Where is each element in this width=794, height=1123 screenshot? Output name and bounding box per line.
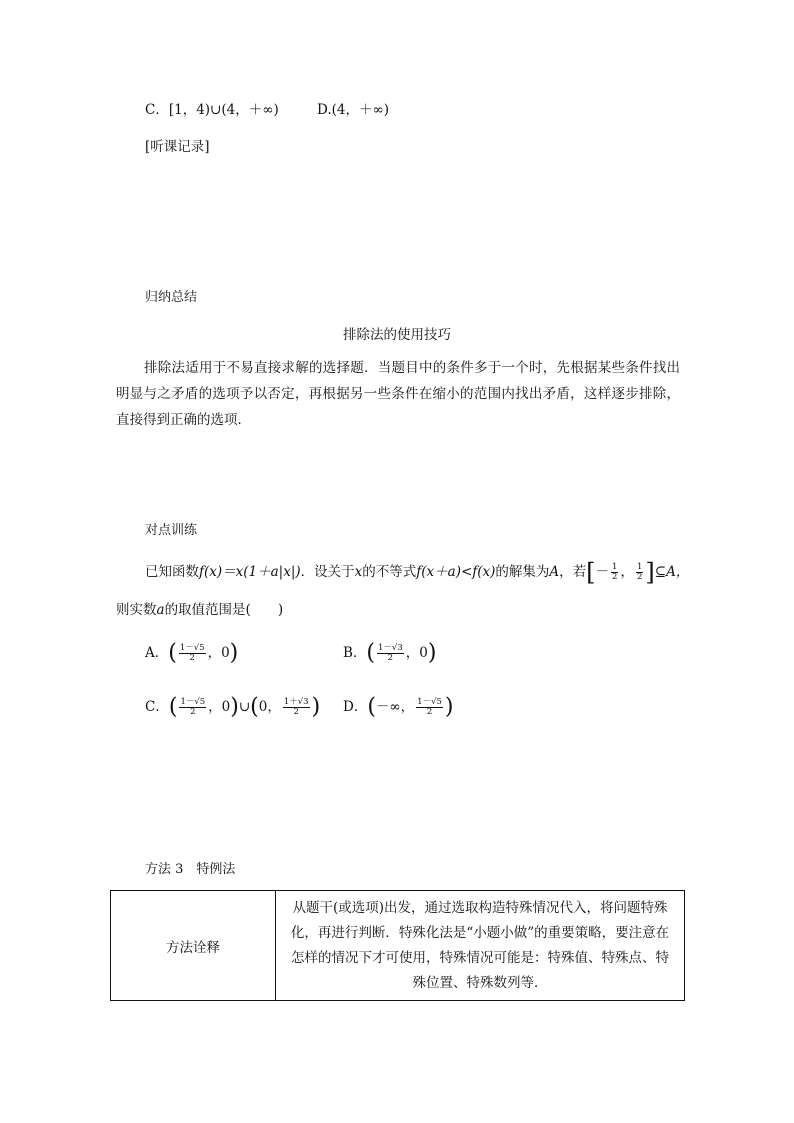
fraction-numerator: 1－√5 [180, 697, 206, 707]
fraction-denominator: 2 [190, 707, 196, 717]
option-c-label: C． [145, 102, 169, 118]
function-expression: f(x)＝x(1＋a|x|) [199, 564, 301, 580]
table-row [111, 891, 685, 1001]
option-c-text: [1，4)∪(4，＋∞) [168, 102, 279, 118]
question-text: 已知函数 [145, 564, 199, 580]
option-tail: ，0 [207, 645, 230, 661]
option-label: B． [343, 645, 367, 661]
fraction-denominator: 2 [612, 572, 618, 582]
fraction-numerator: 1－√3 [378, 643, 403, 653]
left-paren: ( [367, 694, 376, 720]
right-bracket: ] [645, 558, 655, 587]
fraction-numerator: 1＋√3 [283, 697, 309, 707]
option-d-label: D. [317, 102, 332, 118]
option-c [145, 694, 321, 720]
set-a: A [549, 564, 560, 580]
question-text: 的不等式 [362, 564, 417, 580]
option-label: D． [343, 699, 368, 715]
fraction-numerator: 1 [636, 562, 643, 572]
right-paren: ) [444, 694, 454, 720]
left-paren: ( [366, 640, 376, 666]
option-mid: 0， [258, 699, 281, 715]
subset-expression: ⊆A， [654, 564, 690, 580]
summary-heading: 归纳总结 [145, 290, 198, 305]
option-d-fraction [416, 698, 443, 717]
option-label: A． [145, 645, 169, 661]
minus-sign: － [595, 564, 610, 580]
option-b-fraction [377, 644, 404, 663]
option-a [145, 640, 239, 666]
comma: ， [620, 564, 634, 580]
question-text: 的取值范围是( ) [164, 602, 284, 618]
right-paren: ) [427, 640, 437, 666]
fraction-neg-half [611, 563, 618, 582]
option-c-fraction-2 [283, 698, 310, 717]
summary-title: 排除法的使用技巧 [343, 327, 451, 343]
prev-option-d [317, 98, 389, 118]
question-text: 则实数 [116, 602, 157, 618]
question-line-2 [116, 598, 283, 618]
fraction-numerator: 1－√5 [179, 643, 205, 653]
method-label-cell: 方法诠释 [111, 891, 276, 1001]
option-tail: ，0 [405, 645, 428, 661]
variable-a: a [156, 602, 165, 618]
option-d-text: (4，＋∞) [331, 102, 390, 118]
option-d [343, 694, 454, 720]
variable-x: x [354, 564, 363, 580]
method-text-cell: 从题干(或选项)出发，通过选取构造特殊情况代入，将问题特殊化，再进行判断．特殊化法是“小题小做”的重要策略，要注意在怎样的情况下才可使用，特殊情况可能是：特殊值、特殊点、特殊位置、特殊数列等． [276, 891, 685, 1001]
fraction-denominator: 2 [636, 572, 643, 582]
option-c-fraction-1 [179, 698, 206, 717]
fraction-numerator: 1－√5 [417, 697, 442, 707]
fraction-denominator: 2 [387, 653, 394, 663]
prev-option-c [145, 98, 279, 118]
right-paren: ) [230, 694, 239, 720]
fraction-half [636, 563, 643, 582]
summary-body: 排除法适用于不易直接求解的选择题．当题目中的条件多于一个时，先根据某些条件找出明显与之矛盾的选项予以否定，再根据另一些条件在缩小的范围内找出矛盾，这样逐步排除，直接得到正确的选项． [116, 360, 680, 428]
training-heading: 对点训练 [145, 523, 198, 538]
question-text: 的解集为 [495, 564, 550, 580]
inequality-expression: f(x＋a)<f(x) [416, 564, 496, 580]
union-symbol: ∪ [238, 699, 251, 715]
listen-record: [听课记录] [145, 139, 210, 155]
question-line-1 [145, 558, 690, 587]
left-paren: ( [168, 640, 177, 666]
method3-table [110, 890, 685, 1001]
option-mid: ，0 [208, 699, 231, 715]
question-text: ．设关于 [300, 564, 355, 580]
option-pre: －∞， [375, 699, 415, 715]
left-bracket: [ [586, 558, 596, 587]
right-paren: ) [229, 640, 239, 666]
option-label: C． [145, 699, 169, 715]
method3-heading: 方法 3 特例法 [145, 862, 236, 877]
fraction-denominator: 2 [189, 653, 195, 663]
left-paren: ( [250, 694, 259, 720]
option-a-fraction [179, 644, 206, 663]
fraction-numerator: 1 [612, 562, 618, 572]
option-b [343, 640, 437, 666]
fraction-denominator: 2 [293, 707, 299, 717]
question-text: ，若 [559, 564, 587, 580]
fraction-denominator: 2 [426, 707, 433, 717]
right-paren: ) [311, 694, 321, 720]
left-paren: ( [168, 694, 178, 720]
